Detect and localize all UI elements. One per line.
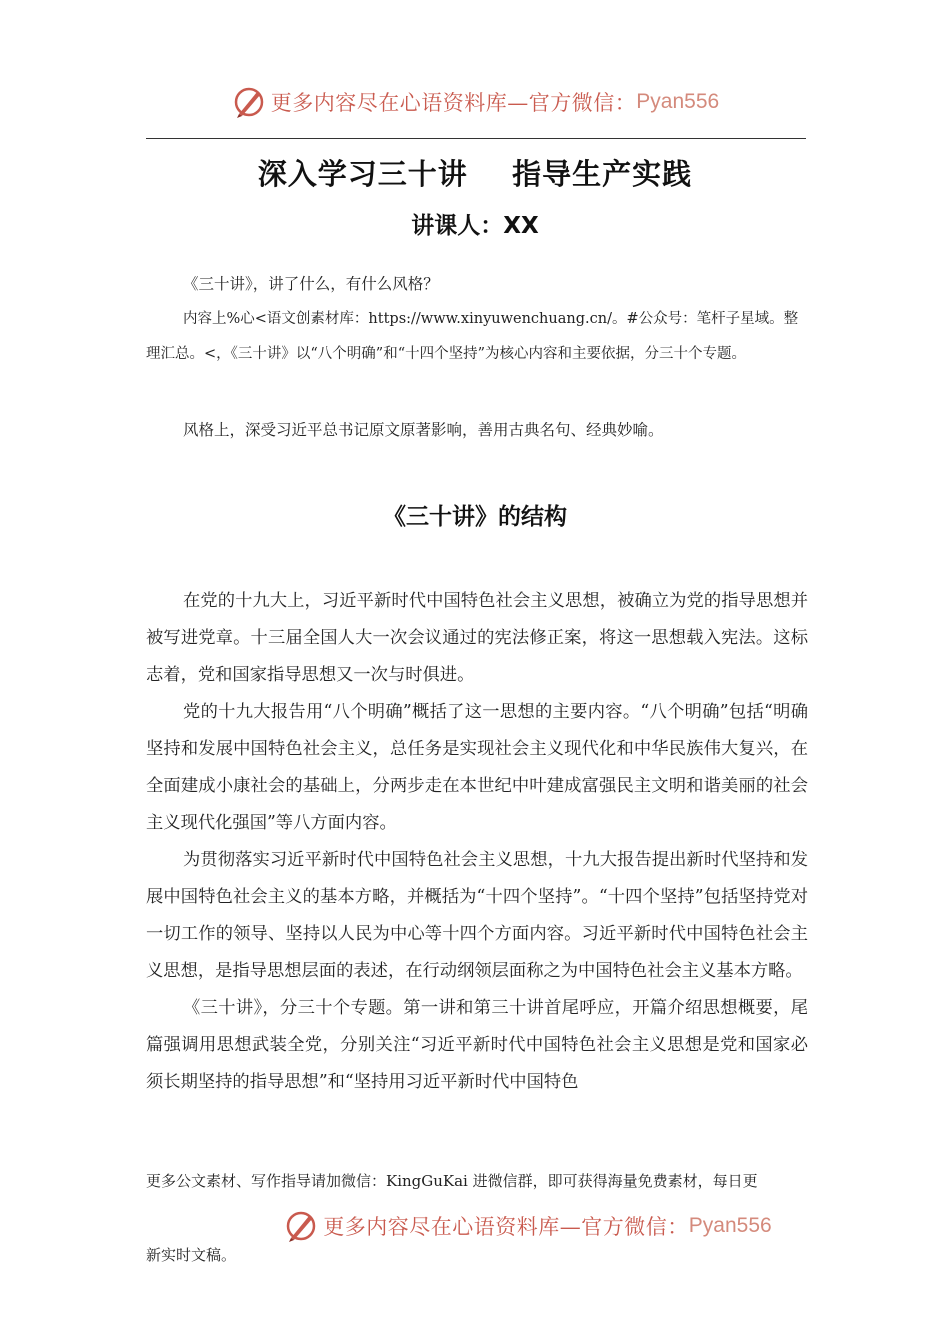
header-banner — [0, 82, 950, 122]
header-divider — [146, 138, 806, 139]
banner-wechat-id: Pyan556 — [636, 90, 720, 113]
document-subtitle: 讲课人：XX — [411, 213, 539, 239]
body-paragraph-3: 为贯彻落实习近平新时代中国特色社会主义思想，十九大报告提出新时代坚持和发展中国特色社会主义的基本方略，并概括为“十四个坚持”。“十四个坚持”包括坚持党对一切工作的领导、坚持以人民为中心等十四个方面内容。习近平新时代中国特色社会主义思想，是指导思想层面的表述，在行动纲领层面称之为中国特色社会主义基本方略。 — [146, 850, 808, 981]
footer-tail: 新实时文稿。 — [146, 1246, 237, 1264]
body-paragraph-2: 党的十九大报告用“八个明确”概括了这一思想的主要内容。“八个明确”包括“明确坚持和发展中国特色社会主义，总任务是实现社会主义现代化和中华民族伟大复兴，在全面建成小康社会的基础上，分两步走在本世纪中叶建成富强民主文明和谐美丽的社会主义现代化强国”等八方面内容。 — [146, 702, 808, 833]
banner-text: 更多内容尽在心语资料库—官方微信： — [270, 91, 637, 115]
intro-section-3 — [146, 412, 811, 448]
footer-banner-wechat-id: Pyan556 — [688, 1214, 772, 1237]
pen-logo-icon — [231, 84, 267, 120]
body-paragraph-4: 《三十讲》，分三十个专题。第一讲和第三十讲首尾呼应，开篇介绍思想概要，尾篇强调用思想武装全党，分别关注“习近平新时代中国特色社会主义思想是党和国家必须长期坚持的指导思想”和“坚持用习近平新时代中国特色 — [146, 998, 808, 1092]
footer-note: 更多公文素材、写作指导请加微信：KingGuKai 进微信群，即可获得海量免费素材，每日更 — [146, 1172, 758, 1190]
intro-paragraph-1: 《三十讲》，讲了什么，有什么风格？ — [183, 275, 439, 293]
pen-logo-icon — [283, 1208, 319, 1244]
section-heading: 《三十讲》的结构 — [383, 504, 567, 530]
intro-section — [146, 266, 811, 302]
intro-section-2 — [146, 302, 811, 372]
intro-paragraph-2: 内容上%心<语文创素材库：https://www.xinyuwenchuang.cn/。#公众号：笔杆子星域。整理汇总。<，《三十讲》以“八个明确”和“十四个坚持”为核心内容和主要依据，分三十个专题。 — [146, 311, 799, 362]
footer-banner — [0, 1206, 950, 1246]
body-section — [146, 583, 808, 1101]
document-title: 深入学习三十讲 指导生产实践 — [257, 157, 693, 191]
footer-banner-text: 更多内容尽在心语资料库—官方微信： — [323, 1215, 689, 1239]
body-paragraph-1: 在党的十九大上，习近平新时代中国特色社会主义思想，被确立为党的指导思想并被写进党章。十三届全国人大一次会议通过的宪法修正案，将这一思想载入宪法。这标志着，党和国家指导思想又一次与时俱进。 — [146, 591, 808, 685]
intro-paragraph-3: 风格上，深受习近平总书记原文原著影响，善用古典名句、经典妙喻。 — [183, 421, 664, 439]
